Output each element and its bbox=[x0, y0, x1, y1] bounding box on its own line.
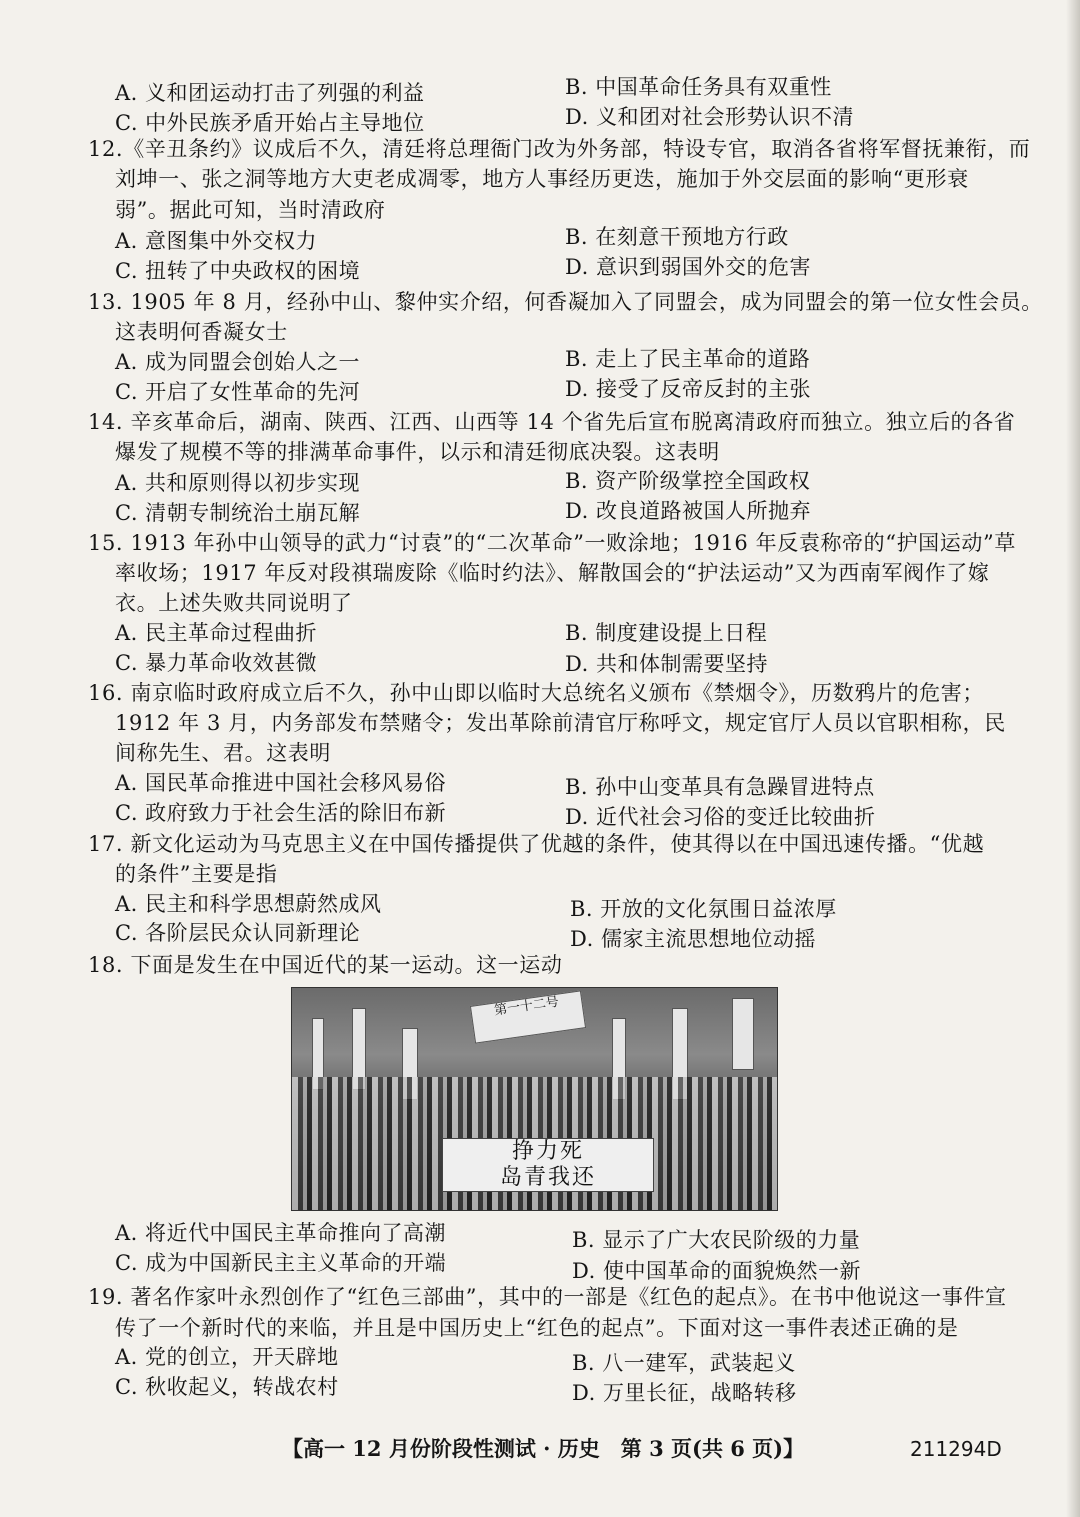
q18-option-d: D. 使中国革命的面貌焕然一新 bbox=[572, 1259, 861, 1283]
q16-stem-line-3: 间称先生、君。这表明 bbox=[115, 741, 331, 765]
q15-option-a: A. 民主革命过程曲折 bbox=[115, 621, 318, 645]
q12-stem-line-3: 弱”。据此可知，当时清政府 bbox=[115, 198, 386, 222]
q19-stem-line-1: 19. 著名作家叶永烈创作了“红色三部曲”，其中的一部是《红色的起点》。在书中他说这一事件宣 bbox=[88, 1285, 1007, 1309]
q17-stem-line-1: 17. 新文化运动为马克思主义在中国传播提供了优越的条件，使其得以在中国迅速传播。“优越 bbox=[88, 832, 985, 856]
q15-stem-line-3: 衣。上述失败共同说明了 bbox=[115, 591, 353, 615]
q17-stem-line-2: 的条件”主要是指 bbox=[115, 862, 278, 886]
page-edge-shadow bbox=[1066, 0, 1080, 1517]
q11-option-d: D. 义和团对社会形势认识不清 bbox=[565, 105, 854, 129]
q18-option-a: A. 将近代中国民主革命推向了高潮 bbox=[115, 1221, 447, 1245]
q13-option-d: D. 接受了反帝反封的主张 bbox=[565, 377, 811, 401]
q19-option-b: B. 八一建军，武装起义 bbox=[572, 1351, 796, 1375]
page-footer-title: 【高一 12 月份阶段性测试 · 历史 第 3 页(共 6 页)】 bbox=[282, 1436, 805, 1461]
q16-stem-line-1: 16. 南京临时政府成立后不久，孙中山即以临时大总统名义颁布《禁烟令》，历数鸦片的危害； bbox=[88, 681, 984, 705]
q16-option-b: B. 孙中山变革具有急躁冒进特点 bbox=[565, 775, 875, 799]
q12-option-a: A. 意图集中外交权力 bbox=[115, 229, 318, 253]
q19-option-a: A. 党的创立，开天辟地 bbox=[115, 1345, 339, 1369]
q17-option-d: D. 儒家主流思想地位动摇 bbox=[570, 927, 816, 951]
q16-option-d: D. 近代社会习俗的变迁比较曲折 bbox=[565, 805, 876, 829]
q18-option-c: C. 成为中国新民主主义革命的开端 bbox=[115, 1251, 447, 1275]
q17-option-c: C. 各阶层民众认同新理论 bbox=[115, 921, 361, 945]
q19-option-d: D. 万里长征，战略转移 bbox=[572, 1381, 797, 1405]
q18-option-b: B. 显示了广大农民阶级的力量 bbox=[572, 1228, 861, 1252]
q14-option-b: B. 资产阶级掌控全国政权 bbox=[565, 469, 811, 493]
q15-option-b: B. 制度建设提上日程 bbox=[565, 621, 768, 645]
q16-option-c: C. 政府致力于社会生活的除旧布新 bbox=[115, 801, 447, 825]
q16-option-a: A. 国民革命推进中国社会移风易俗 bbox=[115, 771, 447, 795]
q13-option-c: C. 开启了女性革命的先河 bbox=[115, 380, 361, 404]
q13-stem-line-2: 这表明何香凝女士 bbox=[115, 320, 288, 344]
q19-stem-line-2: 传了一个新时代的来临，并且是中国历史上“红色的起点”。下面对这一事件表述正确的是 bbox=[115, 1316, 959, 1340]
q12-option-b: B. 在刻意干预地方行政 bbox=[565, 225, 789, 249]
q15-stem-line-1: 15. 1913 年孙中山领导的武力“讨袁”的“二次革命”一败涂地；1916 年反袁称帝的“护国运动”草 bbox=[88, 531, 1016, 555]
q14-option-a: A. 共和原则得以初步实现 bbox=[115, 471, 361, 495]
q15-option-c: C. 暴力革命收效甚微 bbox=[115, 651, 318, 675]
q15-option-d: D. 共和体制需要坚持 bbox=[565, 652, 768, 676]
photo-top-banner: 第一十二号 bbox=[470, 990, 586, 1043]
q17-option-b: B. 开放的文化氛围日益浓厚 bbox=[570, 897, 837, 921]
flag-shape bbox=[732, 998, 754, 1070]
q12-option-d: D. 意识到弱国外交的危害 bbox=[565, 255, 811, 279]
q17-option-a: A. 民主和科学思想蔚然成风 bbox=[115, 892, 382, 916]
q12-stem-line-2: 刘坤一、张之洞等地方大吏老成凋零，地方人事经历更迭，施加于外交层面的影响“更形衰 bbox=[115, 167, 969, 191]
q11-option-a: A. 义和团运动打击了列强的利益 bbox=[115, 81, 425, 105]
q11-option-b: B. 中国革命任务具有双重性 bbox=[565, 75, 832, 99]
q16-stem-line-2: 1912 年 3 月，内务部发布禁赌令；发出革除前清官厅称呼文，规定官厅人员以官职相称，民 bbox=[115, 711, 1006, 735]
q19-option-c: C. 秋收起义，转战农村 bbox=[115, 1375, 339, 1399]
q15-stem-line-2: 率收场；1917 年反对段祺瑞废除《临时约法》、解散国会的“护法运动”又为西南军阀作了嫁 bbox=[115, 561, 990, 585]
protest-photo bbox=[291, 987, 778, 1211]
q14-stem-line-1: 14. 辛亥革命后，湖南、陕西、江西、山西等 14 个省先后宣布脱离清政府而独立。独立后的各省 bbox=[88, 410, 1016, 434]
q12-option-c: C. 扭转了中央政权的困境 bbox=[115, 259, 361, 283]
q13-option-b: B. 走上了民主革命的道路 bbox=[565, 347, 811, 371]
photo-banner bbox=[442, 1138, 654, 1192]
q18-stem-line-1: 18. 下面是发生在中国近代的某一运动。这一运动 bbox=[88, 953, 563, 977]
q12-stem-line-1: 12.《辛丑条约》议成后不久，清廷将总理衙门改为外务部，特设专官，取消各省将军督抚兼衔，而 bbox=[88, 137, 1031, 161]
paper-code: 211294D bbox=[910, 1437, 1002, 1461]
photo-banner-text: 挣力死 岛青我还 bbox=[499, 1139, 596, 1190]
q13-stem-line-1: 13. 1905 年 8 月，经孙中山、黎仲实介绍，何香凝加入了同盟会，成为同盟会的第一位女性会员。 bbox=[88, 290, 1043, 314]
q14-option-d: D. 改良道路被国人所抛弃 bbox=[565, 499, 811, 523]
q14-option-c: C. 清朝专制统治土崩瓦解 bbox=[115, 501, 361, 525]
q13-option-a: A. 成为同盟会创始人之一 bbox=[115, 350, 361, 374]
q11-option-c: C. 中外民族矛盾开始占主导地位 bbox=[115, 111, 425, 135]
q14-stem-line-2: 爆发了规模不等的排满革命事件，以示和清廷彻底决裂。这表明 bbox=[115, 440, 720, 464]
